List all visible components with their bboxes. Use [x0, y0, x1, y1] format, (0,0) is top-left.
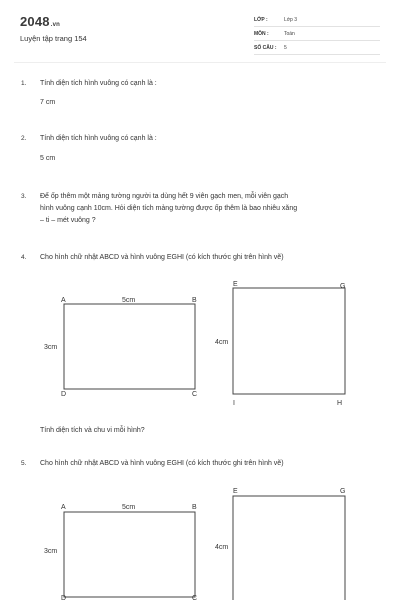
vertex-i-label: I — [233, 400, 235, 407]
rect-width-label: 5cm — [122, 504, 136, 511]
vertex-b-label: B — [192, 504, 197, 511]
meta-subject-row — [254, 28, 380, 41]
vertex-g-label: G — [340, 283, 346, 290]
vertex-h-label: H — [337, 400, 343, 407]
square-eghi — [233, 496, 345, 600]
vertex-c-label: C — [192, 391, 198, 398]
vertex-c-label: C — [192, 595, 198, 600]
question-2-text: Tính diện tích hình vuông có cạnh là : — [40, 135, 157, 142]
question-2-number: 2. — [21, 135, 27, 142]
vertex-e-label: E — [233, 281, 238, 288]
meta-count-value: 5 — [284, 45, 287, 51]
question-3-line-3: – ti – mét vuông ? — [40, 217, 96, 224]
rect-height-label: 3cm — [44, 344, 58, 351]
rectangle-abcd — [64, 304, 195, 389]
square-side-label: 4cm — [215, 339, 229, 346]
meta-count-label: SỐ CÂU : — [254, 45, 277, 51]
worksheet-title: Luyện tập trang 154 — [20, 34, 87, 43]
question-5-figure-svg — [0, 481, 400, 600]
question-3-line-1: Để ốp thêm một mảng tường người ta dùng hết 9 viên gạch men, mỗi viên gạch — [40, 193, 289, 200]
worksheet-header — [0, 0, 400, 60]
meta-class-value: Lớp 3 — [284, 17, 298, 23]
site-logo[interactable] — [20, 14, 60, 29]
question-1-value: 7 cm — [40, 99, 56, 106]
question-2-value: 5 cm — [40, 155, 56, 162]
vertex-d-label: D — [61, 595, 67, 600]
question-4-followup: Tính diện tích và chu vi mỗi hình? — [40, 427, 145, 434]
logo-text: 2048 — [20, 14, 50, 29]
question-5-text: Cho hình chữ nhật ABCD và hình vuông EGHI (có kích thước ghi trên hình vẽ) — [40, 460, 284, 467]
question-4-figure — [0, 275, 400, 415]
question-4-text: Cho hình chữ nhật ABCD và hình vuông EGHI (có kích thước ghi trên hình vẽ) — [40, 254, 284, 261]
question-5-number: 5. — [21, 460, 27, 467]
header-divider — [14, 62, 386, 63]
vertex-a-label: A — [61, 297, 66, 304]
logo-suffix: .vn — [50, 22, 61, 28]
question-3-number: 3. — [21, 193, 27, 200]
meta-class-row — [254, 14, 380, 27]
meta-subject-label: MÔN : — [254, 31, 269, 37]
square-eghi — [233, 288, 345, 394]
question-1-text: Tính diện tích hình vuông có cạnh là : — [40, 80, 157, 87]
question-1-number: 1. — [21, 80, 27, 87]
question-3-text — [40, 191, 385, 227]
square-side-label: 4cm — [215, 544, 229, 551]
question-3-line-2: hình vuông cạnh 10cm. Hỏi diện tích mảng tường được ốp thêm là bao nhiêu xăng — [40, 205, 298, 212]
rect-height-label: 3cm — [44, 548, 58, 555]
meta-class-label: LỚP : — [254, 17, 268, 23]
question-4-figure-svg — [0, 275, 400, 415]
rect-width-label: 5cm — [122, 297, 136, 304]
rectangle-abcd — [64, 512, 195, 597]
question-4-number: 4. — [21, 254, 27, 261]
vertex-d-label: D — [61, 391, 67, 398]
vertex-a-label: A — [61, 504, 66, 511]
meta-subject-value: Toán — [284, 31, 295, 37]
question-5-figure — [0, 481, 400, 600]
vertex-g-label: G — [340, 488, 346, 495]
vertex-b-label: B — [192, 297, 197, 304]
meta-count-row — [254, 42, 380, 55]
vertex-e-label: E — [233, 488, 238, 495]
